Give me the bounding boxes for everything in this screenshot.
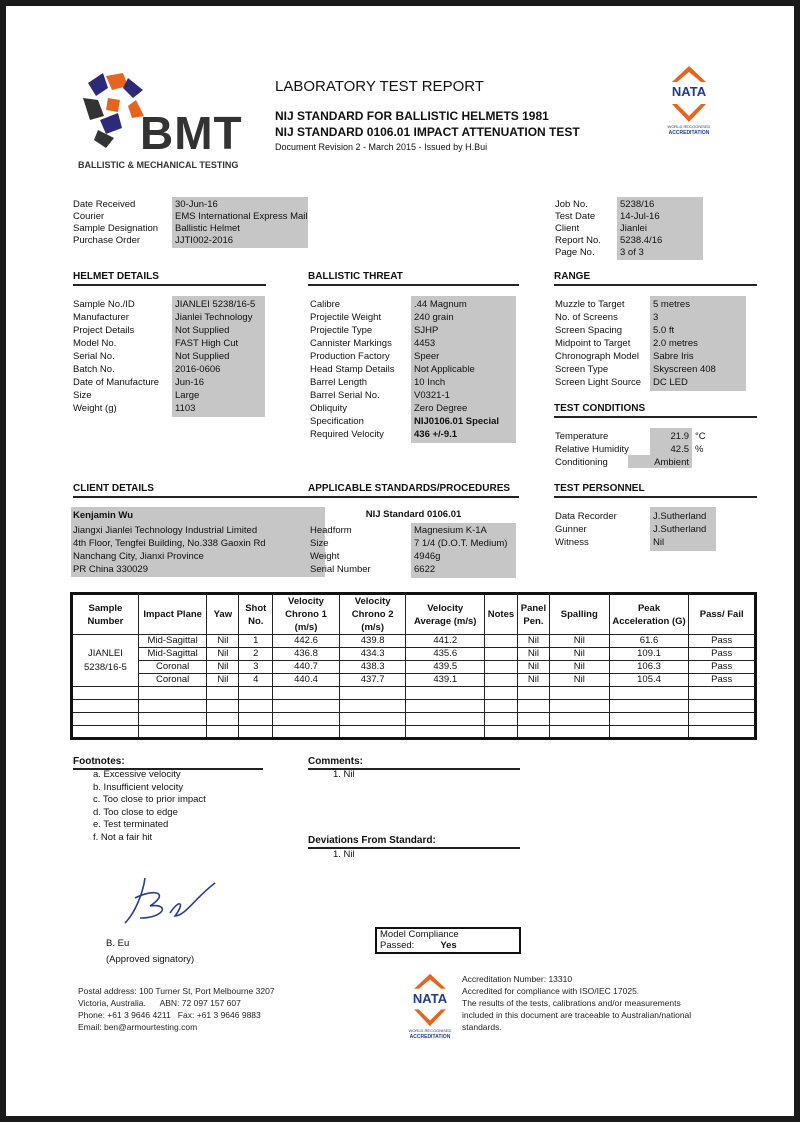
field-label: Courier xyxy=(73,211,105,222)
field-label: Serial Number xyxy=(310,564,371,575)
column-header: Impact Plane xyxy=(138,594,207,635)
field-value: Not Applicable xyxy=(414,364,475,375)
field-value: FAST High Cut xyxy=(175,338,239,349)
table-cell: 2 xyxy=(239,648,273,661)
table-cell: 105.4 xyxy=(609,674,689,687)
field-label: Projectile Weight xyxy=(310,312,382,323)
table-cell xyxy=(138,700,207,713)
column-header: Peak Acceleration (G) xyxy=(609,594,689,635)
field-label: Screen Light Source xyxy=(555,377,642,388)
field-value: 2016-0606 xyxy=(175,364,221,375)
table-cell xyxy=(484,674,517,687)
footnotes-header: Footnotes: xyxy=(73,756,263,770)
field-label: Projectile Type xyxy=(310,325,373,336)
field-value: 1103 xyxy=(175,403,196,414)
field-value: Jianlei Technology xyxy=(175,312,253,323)
table-cell xyxy=(406,726,485,739)
contact-line: Victoria, Australia. ABN: 72 097 157 607 xyxy=(78,998,241,1008)
report-title: LABORATORY TEST REPORT xyxy=(275,78,484,95)
table-cell: 109.1 xyxy=(609,648,689,661)
field-value: 436 +/-9.1 xyxy=(414,429,458,440)
field-value: Magnesium K-1A xyxy=(414,525,487,536)
section-header: TEST PERSONNEL xyxy=(554,483,757,498)
field-value: 14-Jul-16 xyxy=(620,211,660,222)
table-cell xyxy=(517,726,549,739)
field-label: Muzzle to Target xyxy=(555,299,625,310)
signatory-role: (Approved signatory) xyxy=(106,954,195,965)
table-cell xyxy=(273,726,340,739)
table-cell: Nil xyxy=(549,635,609,648)
table-cell xyxy=(484,687,517,700)
table-row xyxy=(72,713,756,726)
field-label: Size xyxy=(310,538,329,549)
table-cell: Nil xyxy=(549,661,609,674)
field-value: .44 Magnum xyxy=(414,299,467,310)
table-cell xyxy=(609,687,689,700)
table-cell xyxy=(239,687,273,700)
field-value: 30-Jun-16 xyxy=(175,199,218,210)
field-value: JIANLEI 5238/16-5 xyxy=(175,299,256,310)
client-name: Kenjamin Wu xyxy=(73,510,133,521)
field-label: Page No. xyxy=(555,247,595,258)
field-value: 42.5 xyxy=(670,444,689,455)
bmt-logo xyxy=(78,68,248,173)
field-label: Sample No./ID xyxy=(73,299,135,310)
table-cell xyxy=(72,713,139,726)
client-address-line: Jiangxi Jianlei Technology Industrial Limited xyxy=(73,525,258,536)
field-value: Jianlei xyxy=(620,223,647,234)
field-label: Required Velocity xyxy=(310,429,384,440)
field-value: 3 xyxy=(653,312,659,323)
table-cell: 434.3 xyxy=(339,648,406,661)
table-cell: 436.8 xyxy=(273,648,340,661)
footnote-item: b. Insufficient velocity xyxy=(93,781,184,793)
section-header: APPLICABLE STANDARDS/PROCEDURES xyxy=(308,483,519,498)
table-cell: Nil xyxy=(549,648,609,661)
table-cell xyxy=(207,700,239,713)
footnote-item: a. Excessive velocity xyxy=(93,769,181,780)
accreditation-line: The results of the tests, calibrations and/or measurements xyxy=(462,998,681,1008)
field-label: Specification xyxy=(310,416,364,427)
table-cell xyxy=(239,726,273,739)
field-value: 5238.4/16 xyxy=(620,235,663,246)
table-cell xyxy=(207,726,239,739)
column-header: Velocity Chrono 2 (m/s) xyxy=(339,594,406,635)
table-cell: 437.7 xyxy=(339,674,406,687)
table-cell: Nil xyxy=(517,661,549,674)
accreditation-line: standards. xyxy=(462,1022,502,1032)
field-value: 3 of 3 xyxy=(620,247,644,258)
table-cell xyxy=(484,661,517,674)
table-cell: 438.3 xyxy=(339,661,406,674)
field-value: 240 grain xyxy=(414,312,454,323)
table-cell xyxy=(549,687,609,700)
field-value: Sabre Iris xyxy=(653,351,694,362)
table-cell: Nil xyxy=(207,648,239,661)
field-label: Job No. xyxy=(555,199,588,210)
column-header: Spalling xyxy=(549,594,609,635)
field-label: Serial No. xyxy=(73,351,115,362)
table-cell xyxy=(689,713,756,726)
table-cell xyxy=(406,687,485,700)
table-cell xyxy=(138,687,207,700)
table-cell xyxy=(273,713,340,726)
table-cell: Nil xyxy=(207,661,239,674)
field-label: Barrel Length xyxy=(310,377,368,388)
nata-logo-sub2: ACCREDITATION xyxy=(668,130,710,136)
field-label: Chronograph Model xyxy=(555,351,639,362)
column-header: Panel Pen. xyxy=(517,594,549,635)
table-cell xyxy=(549,700,609,713)
field-label: Purchase Order xyxy=(73,235,141,246)
logo-text: BMT xyxy=(140,107,243,159)
field-label: Obliquity xyxy=(310,403,347,414)
table-cell: 106.3 xyxy=(609,661,689,674)
footnote-item: f. Not a fair hit xyxy=(93,831,153,843)
table-cell: 439.5 xyxy=(406,661,485,674)
table-cell xyxy=(273,700,340,713)
field-label: Temperature xyxy=(555,431,609,442)
column-header: Shot No. xyxy=(239,594,273,635)
document-revision: Document Revision 2 - March 2015 - Issued by H.Bui xyxy=(275,142,488,152)
footnote-item: e. Test terminated xyxy=(93,819,169,830)
table-cell xyxy=(609,713,689,726)
section-header: TEST CONDITIONS xyxy=(554,403,757,418)
table-cell xyxy=(484,700,517,713)
table-cell: 442.6 xyxy=(273,635,340,648)
table-cell xyxy=(549,713,609,726)
table-cell xyxy=(207,687,239,700)
comment-item: 1. Nil xyxy=(333,769,355,780)
table-cell xyxy=(609,726,689,739)
table-cell: 1 xyxy=(239,635,273,648)
field-label: Manufacturer xyxy=(73,312,129,323)
field-value: 4946g xyxy=(414,551,441,562)
table-cell: 439.1 xyxy=(406,674,485,687)
field-label: Model No. xyxy=(73,338,117,349)
column-header: Pass/ Fail xyxy=(689,594,756,635)
standard-line-1: NIJ STANDARD FOR BALLISTIC HELMETS 1981 xyxy=(275,109,549,123)
field-label: Test Date xyxy=(555,211,596,222)
table-cell: Mid-Sagittal xyxy=(138,648,207,661)
table-cell xyxy=(484,635,517,648)
field-value: Jun-16 xyxy=(175,377,205,388)
table-cell: 439.8 xyxy=(339,635,406,648)
table-cell: Coronal xyxy=(138,661,207,674)
table-cell xyxy=(406,700,485,713)
table-header-row xyxy=(72,594,756,635)
table-cell xyxy=(484,648,517,661)
field-label: Sample Designation xyxy=(73,223,159,234)
field-value: SJHP xyxy=(414,325,439,336)
field-label: Date of Manufacture xyxy=(73,377,160,388)
field-value: Ambient xyxy=(654,457,689,468)
field-label: Batch No. xyxy=(73,364,115,375)
field-value: 2.0 metres xyxy=(653,338,698,349)
table-cell: Nil xyxy=(207,674,239,687)
table-row xyxy=(72,635,756,648)
table-cell: 3 xyxy=(239,661,273,674)
table-cell xyxy=(273,687,340,700)
table-row xyxy=(72,687,756,700)
field-value: JJTI002-2016 xyxy=(175,235,234,246)
footnote-item: d. Too close to edge xyxy=(93,806,178,818)
table-row xyxy=(72,674,756,687)
table-cell xyxy=(689,687,756,700)
field-label: Screen Type xyxy=(555,364,609,375)
field-value: V0321-1 xyxy=(414,390,450,401)
contact-line: Phone: +61 3 9646 4211 Fax: +61 3 9646 9883 xyxy=(78,1010,261,1020)
nata-logo-text: NATA xyxy=(671,84,707,99)
table-cell: Nil xyxy=(517,648,549,661)
table-cell xyxy=(549,726,609,739)
field-value: Speer xyxy=(414,351,440,362)
sample-number-cell: JIANLEI 5238/16-5 xyxy=(72,635,139,687)
table-cell: Nil xyxy=(517,674,549,687)
field-value: J.Sutherland xyxy=(653,511,707,522)
table-cell xyxy=(339,700,406,713)
accreditation-line: included in this document are traceable to Australian/national xyxy=(462,1010,692,1020)
client-address-line: Nanchang City, Jianxi Province xyxy=(73,551,204,562)
table-cell xyxy=(406,713,485,726)
table-cell xyxy=(138,713,207,726)
field-label: Gunner xyxy=(555,524,587,535)
table-cell: Nil xyxy=(549,674,609,687)
table-cell xyxy=(609,700,689,713)
signature xyxy=(115,868,225,928)
field-label: Calibre xyxy=(310,299,341,310)
table-cell: Pass xyxy=(689,674,756,687)
field-label: Cannister Markings xyxy=(310,338,392,349)
field-value: DC LED xyxy=(653,377,688,388)
field-value: Ballistic Helmet xyxy=(175,223,240,234)
field-label: Weight (g) xyxy=(73,403,117,414)
postal-contact xyxy=(78,985,275,1033)
nata-logo xyxy=(656,64,722,136)
field-label: Data Recorder xyxy=(555,511,617,522)
field-value: J.Sutherland xyxy=(653,524,707,535)
field-value: Skyscreen 408 xyxy=(653,364,716,375)
nata-footer-sub2: ACCREDITATION xyxy=(409,1034,451,1040)
table-cell xyxy=(689,726,756,739)
field-value: 5.0 ft xyxy=(653,325,675,336)
table-row xyxy=(72,726,756,739)
field-unit: % xyxy=(695,444,704,455)
field-value: 6622 xyxy=(414,564,436,575)
table-cell: 440.4 xyxy=(273,674,340,687)
field-value: 4453 xyxy=(414,338,436,349)
table-cell: Mid-Sagittal xyxy=(138,635,207,648)
field-value: Nil xyxy=(653,537,665,548)
signatory-name: B. Eu xyxy=(106,938,130,949)
table-cell: Pass xyxy=(689,648,756,661)
column-header: Velocity Average (m/s) xyxy=(406,594,485,635)
nata-logo-sub1: WORLD RECOGNISED xyxy=(667,124,711,129)
field-label: Report No. xyxy=(555,235,601,246)
field-value: Not Supplied xyxy=(175,325,230,336)
table-cell: 61.6 xyxy=(609,635,689,648)
field-label: Screen Spacing xyxy=(555,325,623,336)
table-cell xyxy=(484,713,517,726)
nata-footer-text: NATA xyxy=(412,991,448,1006)
deviations-header: Deviations From Standard: xyxy=(308,835,520,849)
table-cell: 4 xyxy=(239,674,273,687)
field-label: No. of Screens xyxy=(555,312,618,323)
table-cell: 435.6 xyxy=(406,648,485,661)
footnote-item: c. Too close to prior impact xyxy=(93,794,206,805)
accreditation-line: Accreditation Number: 13310 xyxy=(462,974,573,984)
nata-footer-sub1: WORLD RECOGNISED xyxy=(408,1028,452,1033)
section-header: RANGE xyxy=(554,271,757,286)
table-cell xyxy=(517,713,549,726)
table-cell xyxy=(239,700,273,713)
table-cell xyxy=(72,700,139,713)
section-header: CLIENT DETAILS xyxy=(73,483,325,498)
deviation-item: 1. Nil xyxy=(333,849,355,860)
field-value: 5238/16 xyxy=(620,199,655,210)
table-cell: Pass xyxy=(689,635,756,648)
field-value: 21.9 xyxy=(670,431,689,442)
field-label: Relative Humidity xyxy=(555,444,629,455)
compliance-value: Yes xyxy=(440,940,457,951)
table-cell: 440.7 xyxy=(273,661,340,674)
section-header: BALLISTIC THREAT xyxy=(308,271,519,286)
field-value: Zero Degree xyxy=(414,403,468,414)
table-cell: Nil xyxy=(207,635,239,648)
field-unit: °C xyxy=(695,431,706,442)
field-label: Witness xyxy=(555,537,589,548)
field-label: Weight xyxy=(310,551,340,562)
column-header: Velocity Chrono 1 (m/s) xyxy=(273,594,340,635)
table-cell: Coronal xyxy=(138,674,207,687)
table-cell xyxy=(72,687,139,700)
field-label: Head Stamp Details xyxy=(310,364,395,375)
table-cell: 441.2 xyxy=(406,635,485,648)
field-label: Project Details xyxy=(73,325,135,336)
table-cell xyxy=(72,726,139,739)
field-label: Barrel Serial No. xyxy=(310,390,380,401)
field-value: Large xyxy=(175,390,200,401)
table-cell xyxy=(207,713,239,726)
column-header: Yaw xyxy=(207,594,239,635)
field-label: Client xyxy=(555,223,580,234)
column-header: Sample Number xyxy=(72,594,139,635)
table-cell xyxy=(339,687,406,700)
logo-subtitle: BALLISTIC & MECHANICAL TESTING xyxy=(78,160,239,170)
table-cell xyxy=(689,700,756,713)
compliance-title: Model Compliance xyxy=(380,929,459,940)
table-cell xyxy=(517,687,549,700)
table-row xyxy=(72,700,756,713)
field-value: 5 metres xyxy=(653,299,690,310)
model-compliance-box xyxy=(375,927,521,954)
table-cell xyxy=(339,726,406,739)
nata-logo-footer xyxy=(403,972,457,1038)
accreditation-line: Accredited for compliance with ISO/IEC 17025. xyxy=(462,986,640,996)
client-address-line: PR China 330029 xyxy=(73,564,148,575)
table-cell xyxy=(517,700,549,713)
field-label: Date Received xyxy=(73,199,136,210)
section-header: HELMET DETAILS xyxy=(73,271,266,286)
table-row xyxy=(72,648,756,661)
table-cell: Nil xyxy=(517,635,549,648)
client-address-line: 4th Floor, Tengfei Building, No.338 Gaoxin Rd xyxy=(73,538,266,549)
table-cell xyxy=(484,726,517,739)
table-row xyxy=(72,661,756,674)
accreditation-statement xyxy=(462,973,691,1033)
comments-header: Comments: xyxy=(308,756,520,770)
field-label: Conditioning xyxy=(555,457,608,468)
field-label: Midpoint to Target xyxy=(555,338,631,349)
table-cell: Pass xyxy=(689,661,756,674)
contact-line: Postal address: 100 Turner St, Port Melbourne 3207 xyxy=(78,986,275,996)
field-value: Not Supplied xyxy=(175,351,230,362)
field-label: Production Factory xyxy=(310,351,390,362)
field-label: Size xyxy=(73,390,92,401)
field-value: 7 1/4 (D.O.T. Medium) xyxy=(414,538,508,549)
table-cell xyxy=(239,713,273,726)
field-value: NIJ0106.01 Special xyxy=(414,416,500,427)
column-header: Notes xyxy=(484,594,517,635)
compliance-label: Passed: xyxy=(380,940,415,951)
contact-line: Email: ben@armourtesting.com xyxy=(78,1022,198,1032)
field-label: Headform xyxy=(310,525,352,536)
field-value: 10 Inch xyxy=(414,377,446,388)
standard-name: NIJ Standard 0106.01 xyxy=(365,509,462,520)
table-cell xyxy=(339,713,406,726)
results-table xyxy=(70,592,757,740)
field-value: EMS International Express Mail xyxy=(175,211,308,222)
standard-line-2: NIJ STANDARD 0106.01 IMPACT ATTENUATION TEST xyxy=(275,125,580,139)
table-cell xyxy=(138,726,207,739)
